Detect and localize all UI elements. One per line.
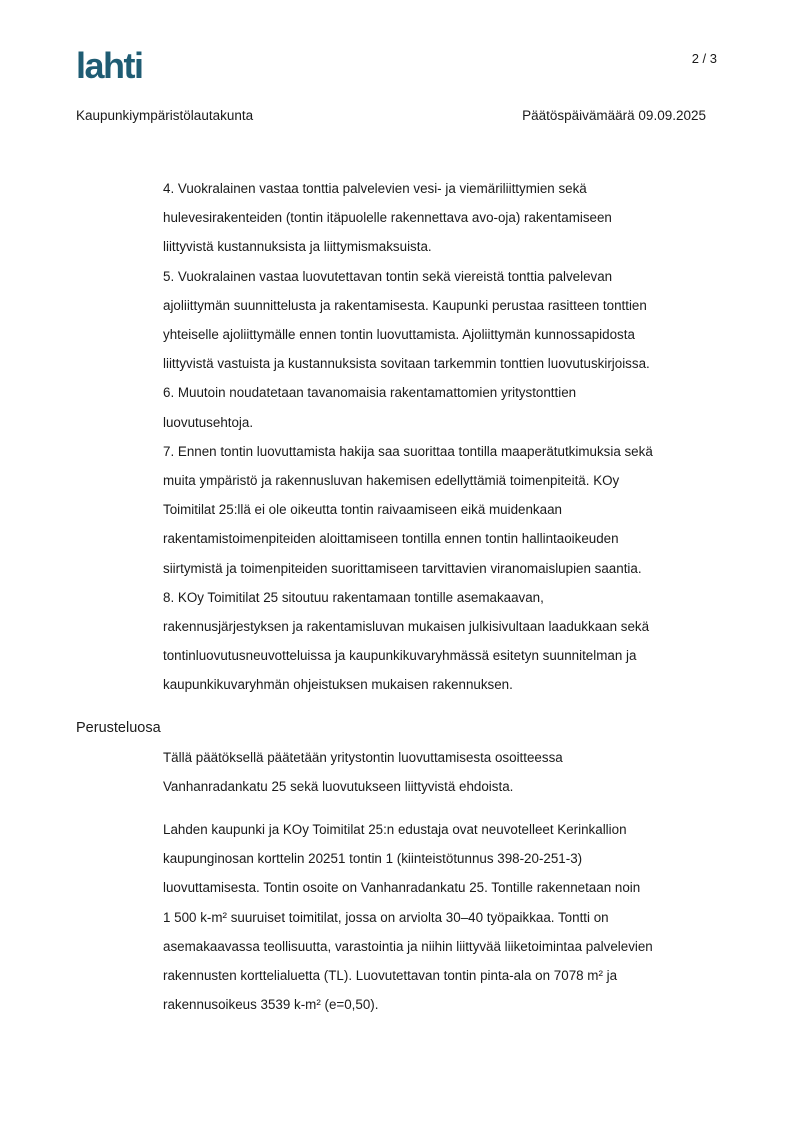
logo-text: lahti xyxy=(76,48,143,82)
text-line: tontinluovutusneuvotteluissa ja kaupunkikuvaryhmässä esitetyn suunnitelman ja xyxy=(163,648,637,664)
text-line: Toimitilat 25:llä ei ole oikeutta tontin raivaamiseen eikä muidenkaan xyxy=(163,502,562,518)
section-heading: Perusteluosa xyxy=(76,720,161,736)
text-line: rakennusjärjestyksen ja rakentamisluvan mukaisen julkisivultaan laadukkaan sekä xyxy=(163,619,650,635)
text-line: kaupunkikuvaryhmän ohjeistuksen mukaisen rakennuksen. xyxy=(163,677,513,693)
organization-name: Kaupunkiympäristölautakunta xyxy=(76,108,254,123)
text-line: Lahden kaupunki ja KOy Toimitilat 25:n edustaja ovat neuvotelleet Kerinkallion xyxy=(163,822,627,837)
text-line: 4. Vuokralainen vastaa tonttia palvelevien vesi- ja viemäriliittymien sekä xyxy=(163,181,587,196)
rationale-intro xyxy=(163,743,723,801)
lahti-logo xyxy=(76,48,168,82)
text-line: rakennusoikeus 3539 k-m² (e=0,50). xyxy=(163,997,379,1013)
text-line: asemakaavassa teollisuutta, varastointia ja niihin liittyvää liiketoimintaa palvelevien xyxy=(163,938,653,954)
text-line: luovutusehtoja. xyxy=(163,414,254,430)
text-line: ajoliittymän suunnittelusta ja rakentamisesta. Kaupunki perustaa rasitteen tonttien xyxy=(163,297,647,313)
text-line: muita ympäristö ja rakennusluvan hakemisen edellyttämiä toimenpiteitä. KOy xyxy=(163,473,620,489)
rationale-detail xyxy=(163,815,723,1019)
text-line: hulevesirakenteiden (tontin itäpuolelle rakennettava avo-oja) rakentamiseen xyxy=(163,210,612,226)
text-line: 5. Vuokralainen vastaa luovutettavan tontin sekä viereistä tonttia palvelevan xyxy=(163,268,613,284)
text-line: yhteiselle ajoliittymälle ennen tontin luovuttamista. Ajoliittymän kunnossapidosta xyxy=(163,327,635,343)
text-line: liittyvistä vastuista ja kustannuksista sovitaan tarkemmin tonttien luovutuskirjoissa. xyxy=(163,356,650,372)
text-line: rakennusten korttelialuetta (TL). Luovutettavan tontin pinta-ala on 7078 m² ja xyxy=(163,968,618,984)
text-line: 6. Muutoin noudatetaan tavanomaisia rakentamattomien yritystonttien xyxy=(163,385,577,401)
text-line: kaupunginosan korttelin 20251 tontin 1 (kiinteistötunnus 398-20-251-3) xyxy=(163,851,583,867)
conditions-list xyxy=(163,174,723,700)
text-line: rakentamistoimenpiteiden aloittamiseen tontilla ennen tontin hallintaoikeuden xyxy=(163,531,619,547)
text-line: 1 500 k-m² suuruiset toimitilat, jossa on arviolta 30–40 työpaikkaa. Tontti on xyxy=(163,909,609,925)
text-line: Tällä päätöksellä päätetään yritystontin luovuttamisesta osoitteessa xyxy=(163,750,563,765)
text-line: luovuttamisesta. Tontin osoite on Vanhanradankatu 25. Tontille rakennetaan noin xyxy=(163,880,641,896)
page-number: 2 / 3 xyxy=(691,51,717,66)
text-line: 7. Ennen tontin luovuttamista hakija saa suorittaa tontilla maaperätutkimuksia sekä xyxy=(163,443,653,459)
text-line: siirtymistä ja toimenpiteiden suorittamiseen tarvittavien viranomaislupien saantia. xyxy=(163,560,642,576)
text-line: 8. KOy Toimitilat 25 sitoutuu rakentamaan tontille asemakaavan, xyxy=(163,589,544,605)
text-line: Vanhanradankatu 25 sekä luovutukseen liittyvistä ehdoista. xyxy=(163,779,514,795)
text-line: liittyvistä kustannuksista ja liittymismaksuista. xyxy=(163,239,432,255)
decision-date: Päätöspäivämäärä 09.09.2025 xyxy=(522,108,706,123)
